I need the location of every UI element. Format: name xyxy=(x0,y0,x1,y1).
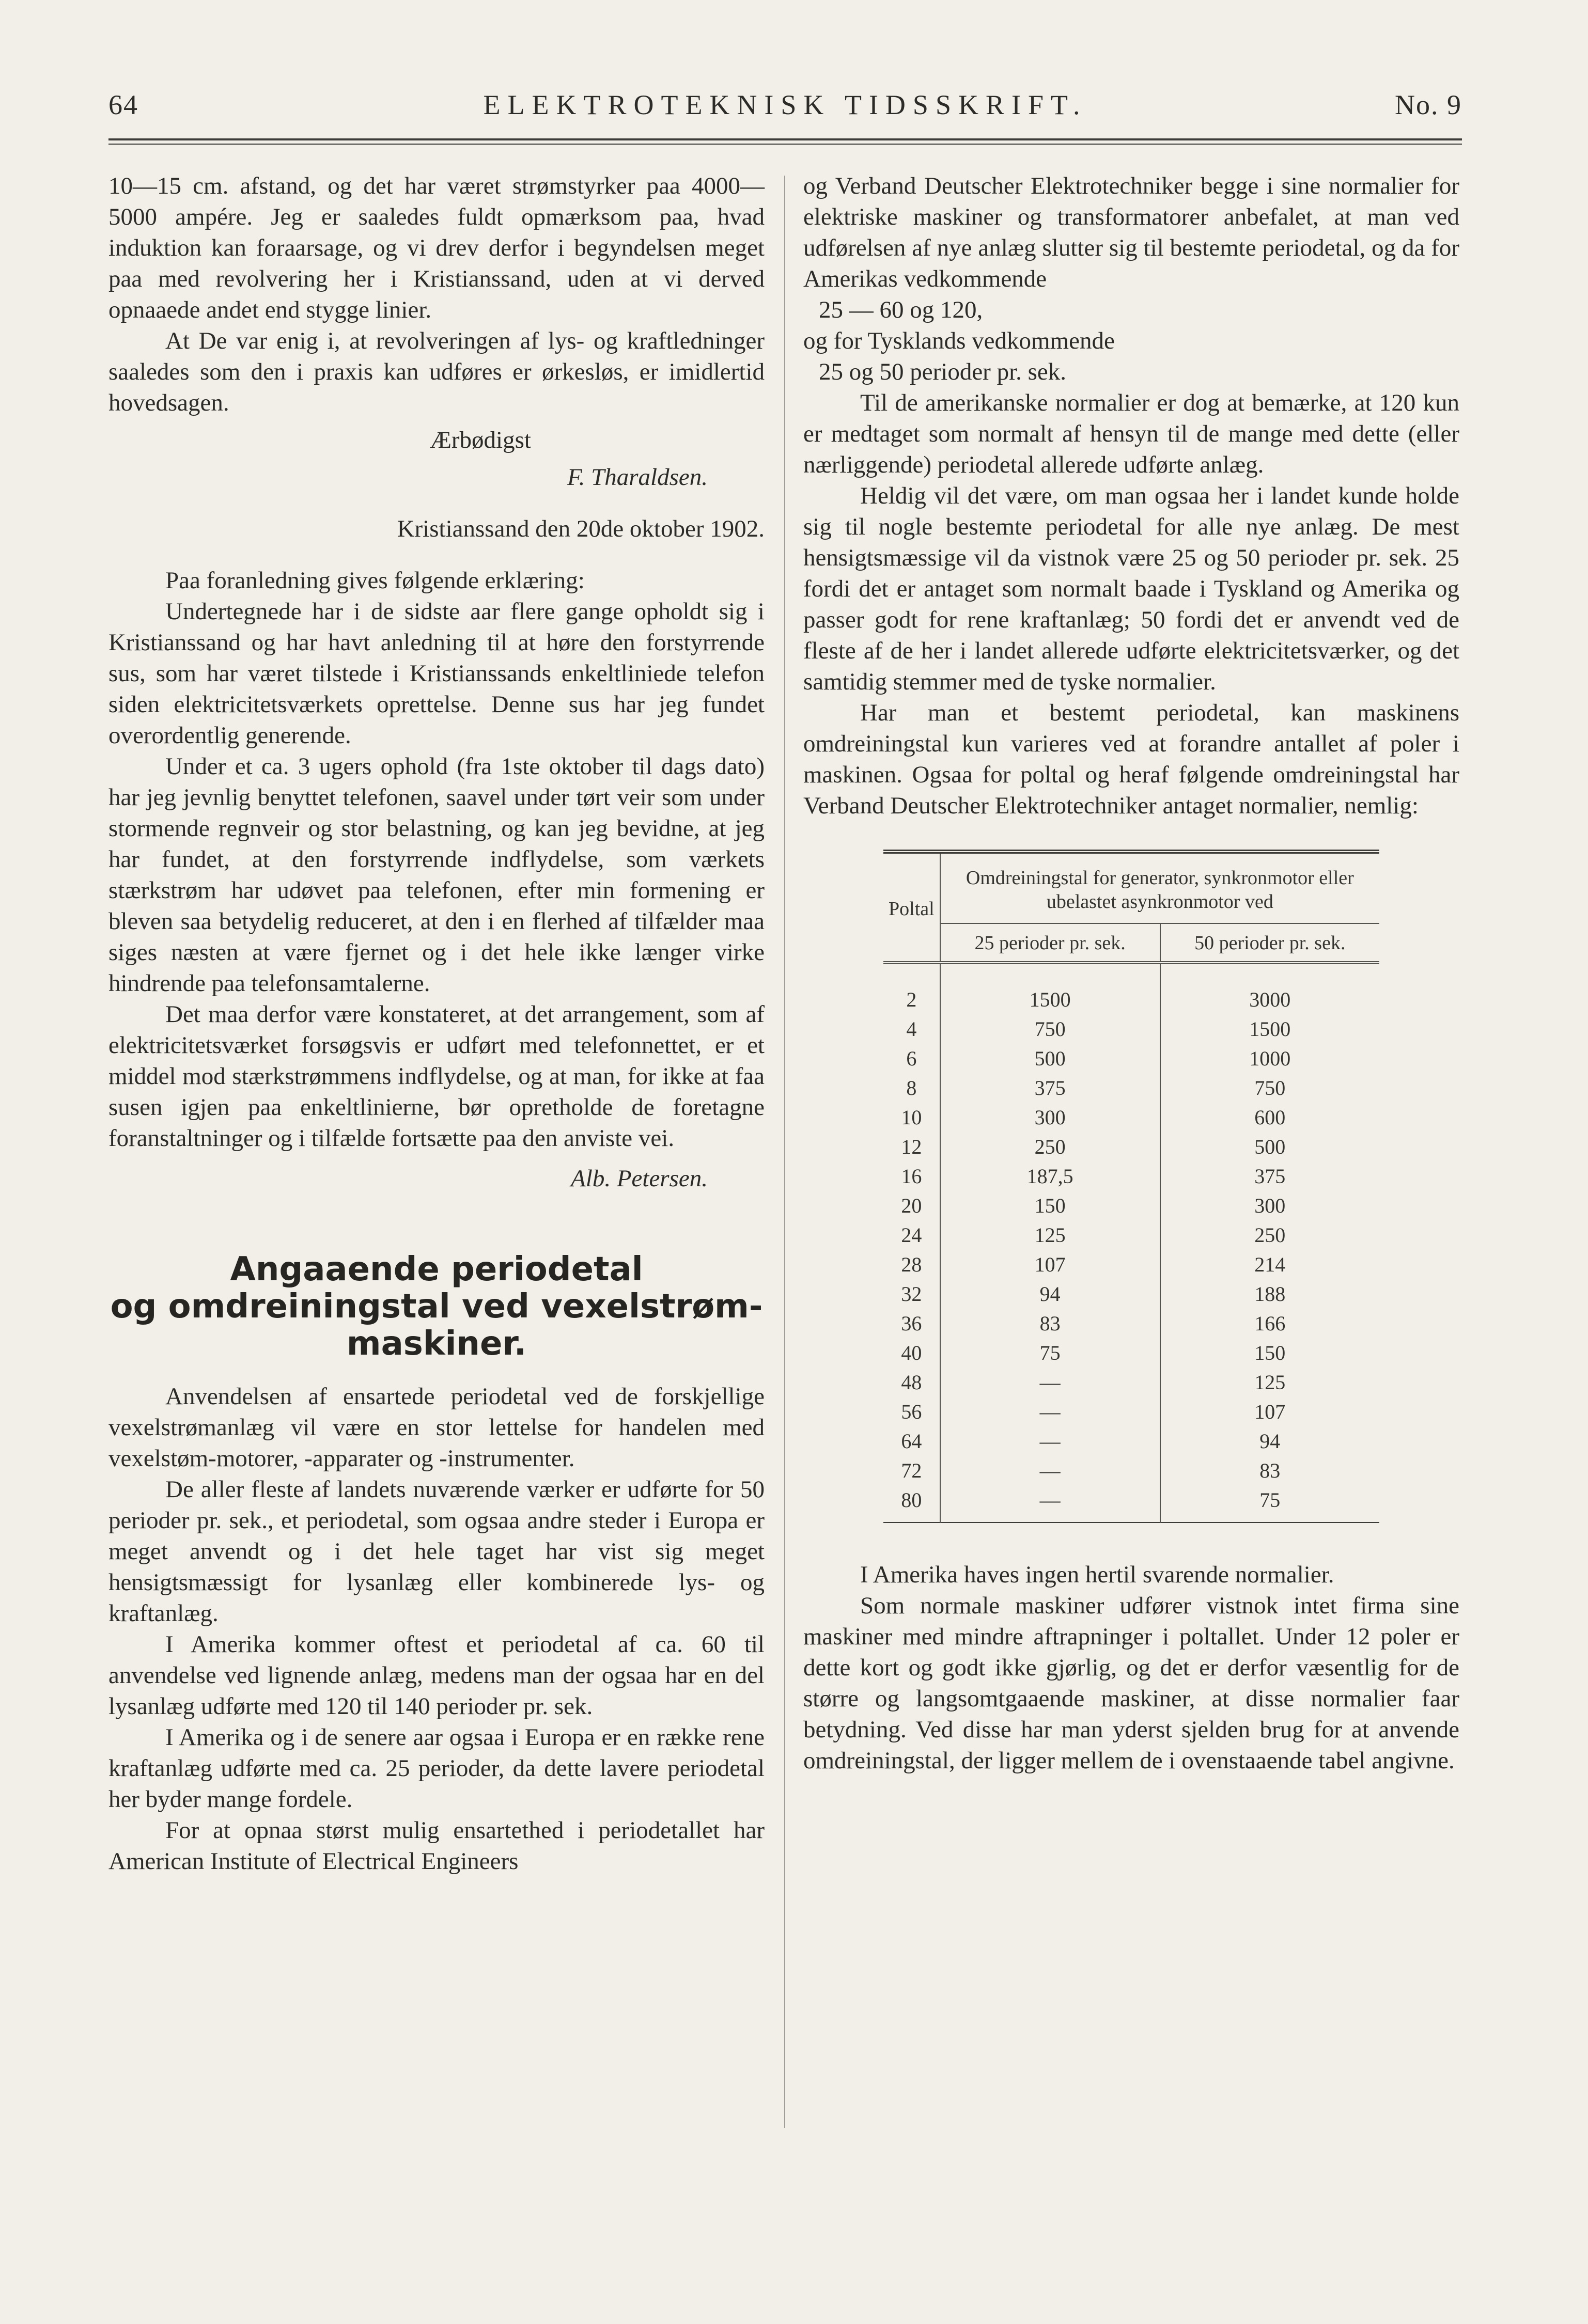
cell-25-perioder: 750 xyxy=(940,1014,1160,1044)
cell-50-perioder: 750 xyxy=(1254,1076,1286,1100)
table-row xyxy=(883,1309,1379,1338)
paragraph: Paa foranledning gives følgende erklæring: xyxy=(165,567,585,594)
paragraph: 10—15 cm. afstand, og det har været strømstyrker paa 4000—5000 ampére. Jeg er saaledes fuldt opmærksom paa, hvad induktion kan foraarsage, og vi drev derfor i begyndelsen meget paa med revolvering her i Kristianssand, uden at vi derved opnaaede andet end stygge linier. xyxy=(108,172,765,323)
column-header-poltal: Poltal xyxy=(883,852,940,963)
table-row xyxy=(883,1161,1379,1191)
cell-25-perioder: 1500 xyxy=(940,963,1160,1014)
signature: F. Tharaldsen. xyxy=(567,464,708,491)
paragraph: Til de amerikanske normalier er dog at bemærke, at 120 kun er medtaget som normalt af hensyn til de mange med dette (eller nærliggende) periodetal allerede udførte anlæg. xyxy=(803,389,1459,478)
left-column xyxy=(108,170,765,1877)
cell-50-perioder: 166 xyxy=(1254,1312,1286,1335)
cell-50-perioder: 94 xyxy=(1259,1430,1281,1453)
cell-poltal: 28 xyxy=(883,1250,940,1279)
cell-poltal: 72 xyxy=(883,1456,940,1485)
cell-50-perioder: 75 xyxy=(1259,1488,1281,1512)
paragraph: og Verband Deutscher Elektrotechniker begge i sine normalier for elektriske maskiner og transformatorer anbefalet, at man ved udførelsen af nye anlæg slutter sig til bestemte periodetal, og da for Amerikas vedkommende xyxy=(803,172,1459,292)
article-heading xyxy=(108,1251,765,1362)
cell-50-perioder: 107 xyxy=(1254,1400,1286,1423)
cell-poltal: 10 xyxy=(883,1103,940,1132)
cell-50-perioder: 500 xyxy=(1254,1135,1286,1158)
cell-25-perioder: 83 xyxy=(940,1309,1160,1338)
journal-title: ELEKTROTEKNISK TIDSSKRIFT. xyxy=(483,89,1087,120)
formula-line: 25 og 50 perioder pr. sek. xyxy=(819,358,1067,385)
paragraph: Har man et bestemt periodetal, kan maskinens omdreiningstal kun varieres ved at forandre antallet af poler i maskinen. Ogsaa for poltal og heraf følgende omdreiningstal har Verband Deutscher Elektrotechniker antaget normalier, nemlig: xyxy=(803,699,1459,819)
cell-25-perioder: 125 xyxy=(940,1220,1160,1250)
table-row xyxy=(883,1338,1379,1368)
cell-poltal: 32 xyxy=(883,1279,940,1309)
table-row xyxy=(883,963,1379,1014)
right-column xyxy=(803,170,1459,1776)
place-date-line: Kristianssand den 20de oktober 1902. xyxy=(397,515,765,542)
column-header-50: 50 perioder pr. sek. xyxy=(1160,923,1379,963)
table-row xyxy=(883,1368,1379,1397)
cell-25-perioder: 107 xyxy=(940,1250,1160,1279)
cell-poltal: 20 xyxy=(883,1191,940,1220)
page-number: 64 xyxy=(108,89,138,120)
cell-poltal: 24 xyxy=(883,1220,940,1250)
paragraph: Heldig vil det være, om man ogsaa her i landet kunde holde sig til nogle bestemte periodetal for alle nye anlæg. De mest hensigtsmæssige vil da vistnok være 25 og 50 perioder pr. sek. 25 fordi det er antaget som normalt baade i Tyskland og Amerika og passer godt for rene kraftanlæg; 50 fordi det er anvendt ved de fleste af de her i landet allerede udførte elektricitetsværker, og det samtidig stemmer med de tyske normalier. xyxy=(803,482,1459,695)
cell-25-perioder: 150 xyxy=(940,1191,1160,1220)
table-row xyxy=(883,1191,1379,1220)
cell-poltal: 36 xyxy=(883,1309,940,1338)
issue-number: No. 9 xyxy=(1395,89,1462,120)
table-body xyxy=(883,963,1379,1522)
table-row xyxy=(883,1485,1379,1522)
signature: Alb. Petersen. xyxy=(571,1165,708,1192)
table-row xyxy=(883,1220,1379,1250)
cell-poltal: 4 xyxy=(883,1014,940,1044)
table-row xyxy=(883,1456,1379,1485)
cell-25-perioder: 375 xyxy=(940,1073,1160,1103)
table-row xyxy=(883,1044,1379,1073)
paragraph: I Amerika kommer oftest et periodetal af ca. 60 til anvendelse ved lignende anlæg, medens man der ogsaa har en del lysanlæg udførte med 120 til 140 perioder pr. sek. xyxy=(108,1631,765,1720)
cell-50-perioder: 1000 xyxy=(1249,1047,1291,1070)
normalier-table xyxy=(883,850,1379,1523)
cell-poltal: 64 xyxy=(883,1426,940,1456)
cell-50-perioder: 188 xyxy=(1254,1282,1286,1306)
cell-50-perioder: 375 xyxy=(1254,1165,1286,1188)
cell-25-perioder: 500 xyxy=(940,1044,1160,1073)
paragraph: Anvendelsen af ensartede periodetal ved de forskjellige vexelstrømanlæg vil være en stor lettelse for handelen med vexelstøm-motorer, -apparater og -instrumenter. xyxy=(108,1383,765,1472)
cell-poltal: 80 xyxy=(883,1485,940,1522)
table-row xyxy=(883,1132,1379,1161)
cell-poltal: 6 xyxy=(883,1044,940,1073)
table-row xyxy=(883,1103,1379,1132)
cell-poltal: 16 xyxy=(883,1161,940,1191)
cell-50-perioder: 3000 xyxy=(1249,988,1291,1011)
cell-25-perioder: — xyxy=(940,1397,1160,1426)
paragraph: Undertegnede har i de sidste aar flere gange opholdt sig i Kristianssand og har havt anledning til at høre den forstyrrende sus, som har været tilstede i Kristianssands enkeltliniede telefon siden elektricitetsværkets oprettelse. Denne sus har jeg fundet overordentlig generende. xyxy=(108,598,765,749)
cell-50-perioder: 250 xyxy=(1254,1223,1286,1247)
paragraph: At De var enig i, at revolveringen af lys- og kraftledninger saaledes som den i praxis kan udføres er ørkesløs, er imidlertid hovedsagen. xyxy=(108,327,765,416)
cell-25-perioder: 75 xyxy=(940,1338,1160,1368)
paragraph: For at opnaa størst mulig ensartethed i periodetallet har American Institute of Electrical Engineers xyxy=(108,1817,765,1875)
cell-50-perioder: 214 xyxy=(1254,1253,1286,1276)
paragraph: Det maa derfor være konstateret, at det arrangement, som af elektricitetsværket forsøgsvis er udført med telefonnettet, er et middel mod stærkstrømmens indflydelse, og at man, for ikke at faa susen igjen paa enkeltlinierne, bør opretholde de foretagne foranstaltninger og i tilfælde fortsætte paa den anviste vei. xyxy=(108,1001,765,1152)
formula-line: 25 — 60 og 120, xyxy=(819,296,983,323)
cell-25-perioder: — xyxy=(940,1368,1160,1397)
paragraph: og for Tysklands vedkommende xyxy=(803,327,1115,354)
cell-poltal: 56 xyxy=(883,1397,940,1426)
paragraph: Under et ca. 3 ugers ophold (fra 1ste oktober til dags dato) har jeg jevnlig benyttet telefonen, saavel under tørt veir som under stormende regnveir og stor belastning, og kan jeg bevidne, at jeg har fundet, at den forstyrrende indflydelse, som værkets stærkstrøm har udøvet paa telefonen, efter min formening er bleven saa betydelig reduceret, at den i en flerhed af tilfælder maa siges næsten at være fjernet og i det hele ikke længer virke hindrende paa telefonsamtalerne. xyxy=(108,753,765,997)
cell-50-perioder: 600 xyxy=(1254,1106,1286,1129)
table-row xyxy=(883,1250,1379,1279)
cell-25-perioder: — xyxy=(940,1485,1160,1522)
cell-25-perioder: — xyxy=(940,1426,1160,1456)
cell-25-perioder: — xyxy=(940,1456,1160,1485)
cell-50-perioder: 125 xyxy=(1254,1371,1286,1394)
table-row xyxy=(883,1397,1379,1426)
paragraph: I Amerika og i de senere aar ogsaa i Europa er en række rene kraftanlæg udførte med ca. 25 perioder, da dette lavere periodetal her byder mange fordele. xyxy=(108,1724,765,1813)
cell-25-perioder: 94 xyxy=(940,1279,1160,1309)
cell-50-perioder: 150 xyxy=(1254,1341,1286,1364)
column-divider xyxy=(784,176,785,2128)
paragraph: Som normale maskiner udfører vistnok intet firma sine maskiner med mindre aftrapninger i poltallet. Under 12 poler er dette kort og godt ikke gjørlig, og det er derfor væsentlig for de større og langsomtgaaende maskiner, at disse normalier faar betydning. Ved disse har man yderst sjelden brug for at anvende omdreiningstal, der ligger mellem de i ovenstaaende tabel angivne. xyxy=(803,1592,1459,1774)
heading-line: og omdreiningstal ved vexelstrøm- xyxy=(110,1287,763,1326)
cell-50-perioder: 83 xyxy=(1259,1459,1281,1482)
table-row xyxy=(883,1426,1379,1456)
cell-25-perioder: 187,5 xyxy=(940,1161,1160,1191)
closing-salutation: Ærbødigst xyxy=(430,427,531,453)
cell-50-perioder: 300 xyxy=(1254,1194,1286,1217)
cell-50-perioder: 1500 xyxy=(1249,1017,1291,1041)
table-row xyxy=(883,1073,1379,1103)
running-head xyxy=(108,89,1462,125)
heading-line: Angaaende periodetal xyxy=(230,1250,643,1289)
paragraph: De aller fleste af landets nuværende værker er udførte for 50 perioder pr. sek., et periodetal, som ogsaa andre steder i Europa er meget anvendt og i det hele taget har vist sig meget hensigtsmæssigt for lysanlæg eller kombinerede lys- og kraftanlæg. xyxy=(108,1476,765,1627)
column-header-group: Omdreiningstal for generator, synkronmotor eller ubelastet asynkronmotor ved xyxy=(940,852,1379,923)
cell-poltal: 2 xyxy=(883,963,940,1014)
cell-25-perioder: 300 xyxy=(940,1103,1160,1132)
cell-poltal: 12 xyxy=(883,1132,940,1161)
heading-line: maskiner. xyxy=(346,1325,527,1363)
cell-poltal: 40 xyxy=(883,1338,940,1368)
cell-poltal: 48 xyxy=(883,1368,940,1397)
cell-25-perioder: 250 xyxy=(940,1132,1160,1161)
cell-poltal: 8 xyxy=(883,1073,940,1103)
paragraph: I Amerika haves ingen hertil svarende normalier. xyxy=(860,1561,1334,1588)
column-header-25: 25 perioder pr. sek. xyxy=(940,923,1160,963)
table-row xyxy=(883,1279,1379,1309)
header-rule xyxy=(108,138,1462,145)
table-row xyxy=(883,1014,1379,1044)
